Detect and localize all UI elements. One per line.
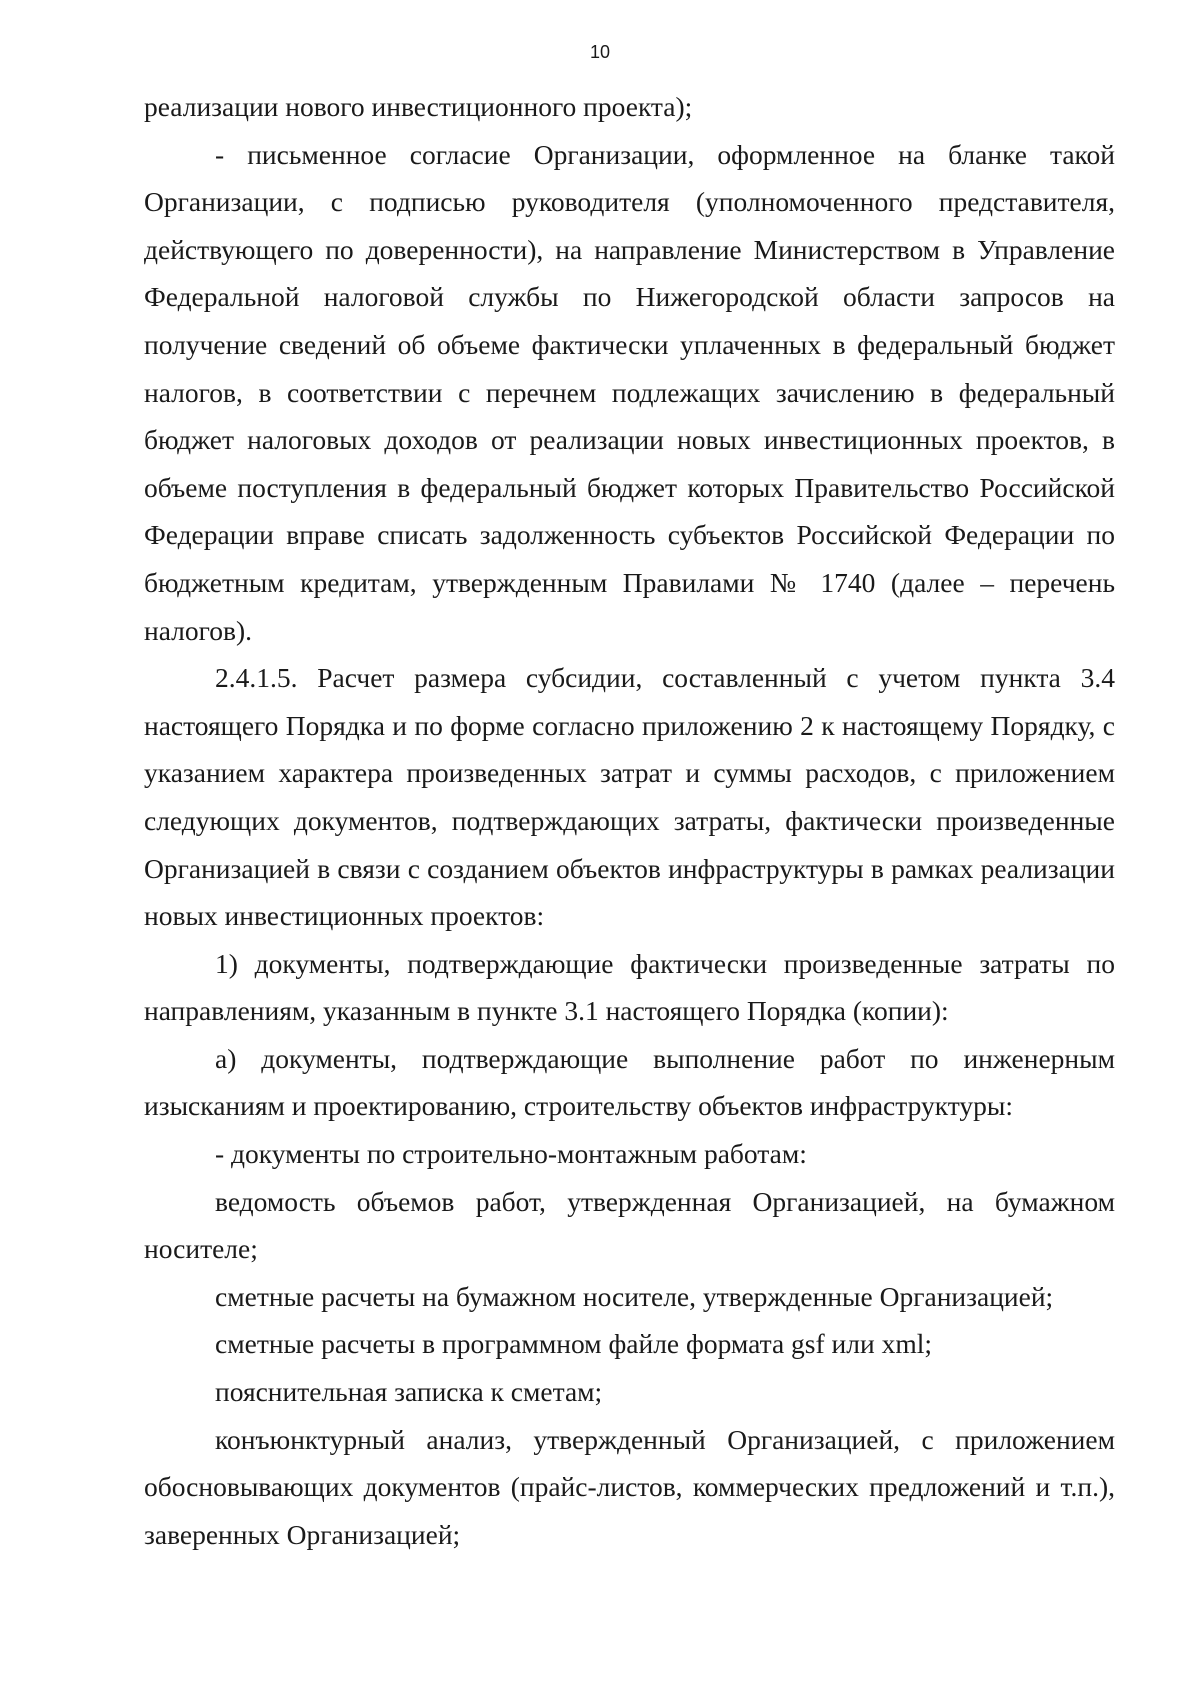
paragraph-item-a: а) документы, подтверждающие выполнение работ по инженерным изысканиям и проектированию, строительству объектов инфраструктуры: bbox=[144, 1042, 1115, 1122]
paragraph-work-volume-statement: ведомость объемов работ, утвержденная Организацией, на бумажном носителе; bbox=[144, 1185, 1115, 1265]
paragraph-continuation: реализации нового инвестиционного проекта); bbox=[144, 91, 693, 122]
paragraph-construction-docs: - документы по строительно-монтажным работам: bbox=[215, 1138, 807, 1170]
paragraph-estimates-paper: сметные расчеты на бумажном носителе, утвержденные Организацией; bbox=[215, 1280, 1054, 1312]
page-number: 10 bbox=[589, 42, 611, 62]
paragraph-explanatory-note: пояснительная записка к сметам; bbox=[215, 1376, 603, 1408]
document-body bbox=[144, 83, 1115, 1558]
paragraph-written-consent: - письменное согласие Организации, оформленное на бланке такой Организации, с подписью руководителя (уполномоченного представителя, действующего по доверенности), на направление Министерством в Управление Федеральной налоговой службы по Нижегородской области запросов на получение сведений об объеме фактически уплаченных в федеральный бюджет налогов, в соответствии с перечнем подлежащих зачислению в федеральный бюджет налоговых доходов от реализации новых инвестиционных проектов, в объеме поступления в федеральный бюджет которых Правительство Российской Федерации вправе списать задолженность субъектов Российской Федерации по бюджетным кредитам, утвержденным Правилами № 1740 (далее – перечень налогов). bbox=[144, 138, 1115, 646]
paragraph-market-analysis: конъюнктурный анализ, утвержденный Организацией, с приложением обосновывающих документов (прайс-листов, коммерческих предложений и т.п.), заверенных Организацией; bbox=[144, 1423, 1115, 1550]
paragraph-2-4-1-5: 2.4.1.5. Расчет размера субсидии, составленный с учетом пункта 3.4 настоящего Порядка и по форме согласно приложению 2 к настоящему Порядку, с указанием характера произведенных затрат и суммы расходов, с приложением следующих документов, подтверждающих затраты, фактически произведенные Организацией в связи с созданием объектов инфраструктуры в рамках реализации новых инвестиционных проектов: bbox=[144, 662, 1115, 932]
paragraph-estimates-file: сметные расчеты в программном файле формата gsf или xml; bbox=[215, 1328, 932, 1360]
paragraph-item-1: 1) документы, подтверждающие фактически произведенные затраты по направлениям, указанным в пункте 3.1 настоящего Порядка (копии): bbox=[144, 947, 1115, 1027]
